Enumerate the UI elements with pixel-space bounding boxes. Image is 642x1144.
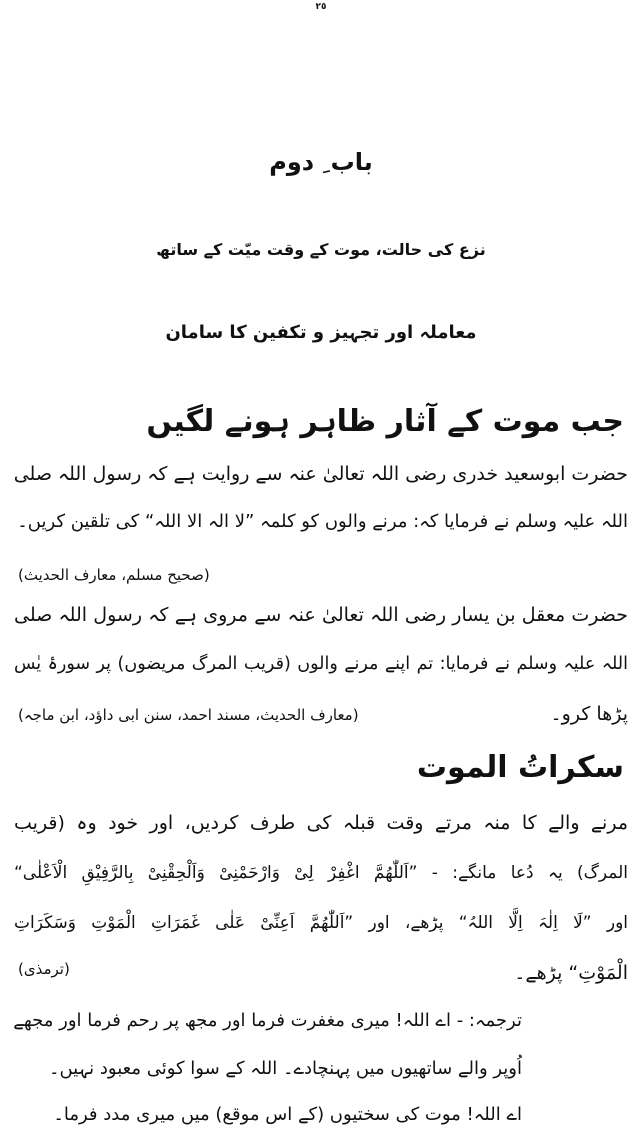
hadith1-line1: حضرت ابوسعید خدری رضی اللہ تعالیٰ عنہ سے روایت ہے کہ رسول اللہ صلی	[13, 463, 628, 485]
hadith1-reference: (صحیح مسلم، معارف الحدیث)	[18, 566, 210, 584]
chapter-subtitle-line2: معاملہ اور تجہیز و تکفین کا سامان	[165, 322, 477, 343]
dua-line1: مرنے والے کا منہ مرتے وقت قبلہ کی طرف کردیں، اور خود وہ (قریب	[14, 812, 628, 834]
translation-line2: اُوپر والے ساتھیوں میں پہنچادے۔ اللہ کے سوا کوئی معبود نہیں۔	[48, 1058, 522, 1079]
chapter-title: باب ِ دوم	[269, 148, 373, 176]
section1-heading: جب موت کے آثار ظاہر ہونے لگیں	[146, 404, 624, 439]
translation-line1: ترجمہ: - اے اللہ! میری مغفرت فرما اور مجھ پر رحم فرما اور مجھے	[13, 1010, 522, 1031]
dua-line3: اور ”لَا اِلٰہَ اِلَّا اللہُ“ پڑھے، اور ”اَللّٰھُمَّ اَعِنِّیْ عَلٰی غَمَرَاتِ الْمَوْتِ وَسَکَرَاتِ	[14, 913, 628, 933]
translation-line3: اے اللہ! موت کی سختیوں (کے اس موقع) میں میری مدد فرما۔	[53, 1104, 522, 1125]
dua-line2: المرگ) یہ دُعا مانگے: - ”اَللّٰھُمَّ اغْفِرْ لِیْ وَارْحَمْنِیْ وَاَلْحِقْنِیْ بِالرَّفِیْقِ الْاَعْلٰی“	[14, 863, 628, 883]
hadith2-line3: پڑھا کرو۔	[550, 703, 628, 725]
page-number: ٢٥	[315, 2, 327, 12]
hadith2-line1: حضرت معقل بن یسار رضی اللہ تعالیٰ عنہ سے مروی ہے کہ رسول اللہ صلی	[14, 604, 628, 626]
hadith2-line2: اللہ علیہ وسلم نے فرمایا: تم اپنے مرنے والوں (قریب المرگ مریضوں) پر سورۂ یٰس	[14, 654, 628, 674]
chapter-subtitle-line1: نزع کی حالت، موت کے وقت میّت کے ساتھ	[156, 240, 486, 259]
hadith2-reference: (معارف الحدیث، مسند احمد، سنن ابی داؤد، ابن ماجہ)	[18, 706, 359, 724]
hadith1-line2: اللہ علیہ وسلم نے فرمایا کہ: مرنے والوں کو کلمہ ”لا الہ الا اللہ“ کی تلقین کریں۔	[17, 511, 628, 532]
dua-reference: (ترمذی)	[18, 960, 70, 978]
section2-heading: سکراتُ الموت	[416, 750, 624, 785]
dua-line4: الْمَوْتِ“ پڑھے۔	[514, 962, 628, 984]
